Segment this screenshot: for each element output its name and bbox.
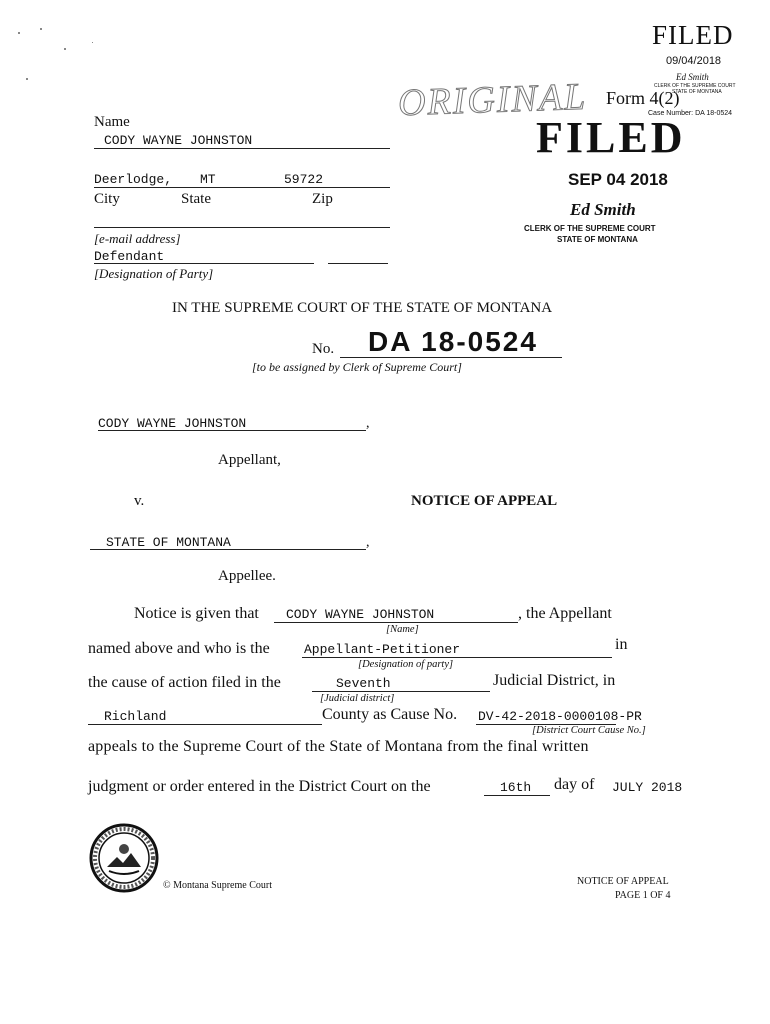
body-line6-month: JULY 2018 bbox=[612, 780, 683, 795]
city-label: City bbox=[94, 191, 120, 207]
scan-speck bbox=[92, 42, 93, 43]
email-line bbox=[94, 227, 390, 228]
case-no-caption: [to be assigned by Clerk of Supreme Court] bbox=[252, 360, 462, 374]
scan-speck bbox=[40, 28, 42, 30]
stamp-signature: Ed Smith bbox=[570, 200, 636, 219]
filed-stamp: FILED bbox=[536, 113, 686, 162]
body-line2-pre: named above and who is the bbox=[88, 640, 270, 657]
appellant-label: Appellant, bbox=[218, 452, 281, 468]
court-seal bbox=[89, 823, 159, 893]
clerk-signature-small: Ed Smith bbox=[676, 72, 709, 82]
body-line3-blank bbox=[312, 691, 490, 692]
footer-doc-title: NOTICE OF APPEAL bbox=[577, 876, 669, 887]
footer-copyright: © Montana Supreme Court bbox=[163, 880, 272, 891]
court-title: IN THE SUPREME COURT OF THE STATE OF MONTANA bbox=[172, 300, 553, 316]
body-line6-pre: judgment or order entered in the District Court on the bbox=[88, 778, 431, 795]
appellant-comma: , bbox=[366, 416, 370, 431]
appellant-line bbox=[98, 430, 366, 431]
body-line4-blank bbox=[88, 724, 322, 725]
body-line6-day: 16th bbox=[500, 780, 532, 795]
appellee-comma: , bbox=[366, 535, 370, 550]
footer-page: PAGE 1 OF 4 bbox=[615, 890, 671, 901]
name-label: Name bbox=[94, 114, 130, 130]
versus: v. bbox=[134, 493, 145, 509]
clerk-small-line2: STATE OF MONTANA bbox=[672, 89, 722, 95]
zip-value: 59722 bbox=[284, 172, 324, 187]
appellant-name: CODY WAYNE JOHNSTON bbox=[98, 416, 247, 431]
body-line2-caption: [Designation of party] bbox=[358, 659, 454, 670]
body-line1-post: , the Appellant bbox=[518, 605, 612, 622]
stamp-clerk-line1: CLERK OF THE SUPREME COURT bbox=[524, 224, 656, 233]
city-value: Deerlodge, bbox=[94, 172, 173, 187]
email-label: [e-mail address] bbox=[94, 231, 181, 246]
body-line4-cause: DV-42-2018-0000108-PR bbox=[478, 709, 642, 724]
body-line3-post: Judicial District, in bbox=[493, 672, 616, 689]
case-number: Case Number: DA 18-0524 bbox=[648, 110, 733, 117]
name-line bbox=[94, 148, 390, 149]
state-value: MT bbox=[200, 172, 216, 187]
designation-label: [Designation of Party] bbox=[94, 266, 214, 281]
body-line2-post: in bbox=[615, 636, 628, 653]
body-line3-caption: [Judicial district] bbox=[320, 693, 395, 704]
state-label: State bbox=[181, 191, 211, 207]
stamp-clerk-line2: STATE OF MONTANA bbox=[557, 235, 638, 244]
zip-label: Zip bbox=[312, 191, 333, 207]
body-line4-caption: [District Court Cause No.] bbox=[532, 725, 646, 736]
body-line2-fill: Appellant-Petitioner bbox=[304, 642, 461, 657]
scan-speck bbox=[18, 32, 20, 34]
filed-header: FILED bbox=[652, 20, 734, 50]
appellee-line bbox=[90, 549, 366, 550]
body-line6-day-blank bbox=[484, 795, 550, 796]
body-line3-pre: the cause of action filed in the bbox=[88, 674, 281, 691]
filed-date: 09/04/2018 bbox=[666, 55, 722, 67]
seal-icon bbox=[89, 823, 159, 893]
name-value: CODY WAYNE JOHNSTON bbox=[104, 133, 253, 148]
body-line2-blank bbox=[302, 657, 612, 658]
designation-line-2 bbox=[328, 263, 388, 264]
original-stamp: ORIGINAL bbox=[397, 75, 588, 125]
body-line3-fill: Seventh bbox=[336, 676, 391, 691]
case-no-label: No. bbox=[312, 341, 335, 357]
stamp-date: SEP 04 2018 bbox=[568, 170, 668, 189]
body-line1-blank bbox=[274, 622, 518, 623]
body-line1-caption: [Name] bbox=[386, 624, 419, 635]
appellee-label: Appellee. bbox=[218, 568, 276, 584]
body-line1-fill: CODY WAYNE JOHNSTON bbox=[286, 607, 435, 622]
form-number: Form 4(2) bbox=[606, 88, 680, 108]
notice-title: NOTICE OF APPEAL bbox=[411, 493, 558, 509]
body-line4-fill: Richland bbox=[104, 709, 167, 724]
body-line6-mid: day of bbox=[554, 776, 595, 793]
address-line bbox=[94, 187, 390, 188]
clerk-small-line1: CLERK OF THE SUPREME COURT bbox=[654, 83, 736, 89]
body-line5: appeals to the Supreme Court of the State of Montana from the final written bbox=[88, 738, 589, 755]
scan-speck bbox=[26, 78, 28, 80]
appellee-name: STATE OF MONTANA bbox=[106, 535, 231, 550]
case-no-value: DA 18-0524 bbox=[368, 326, 538, 357]
body-line4-mid: County as Cause No. bbox=[322, 706, 458, 723]
scan-speck bbox=[64, 48, 66, 50]
body-line1-pre: Notice is given that bbox=[134, 605, 259, 622]
designation-value: Defendant bbox=[94, 249, 165, 264]
